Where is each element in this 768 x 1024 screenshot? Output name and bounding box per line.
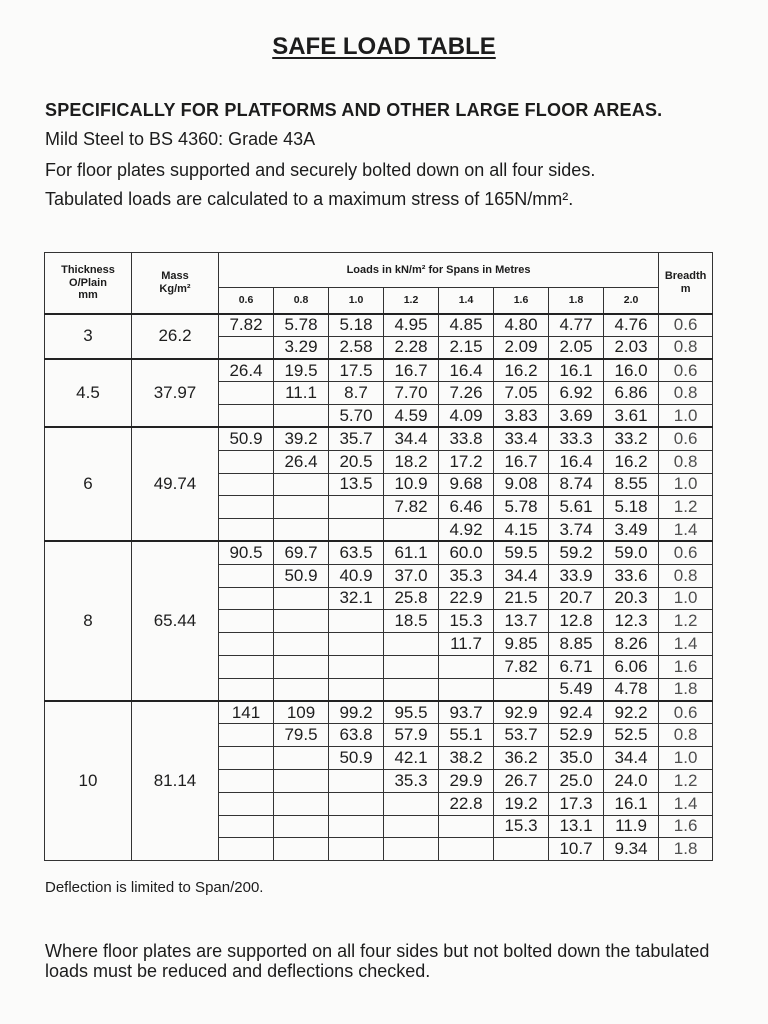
load-cell	[219, 336, 274, 359]
load-cell	[219, 724, 274, 747]
stress-note: Tabulated loads are calculated to a maximum stress of 165N/mm².	[45, 189, 574, 209]
load-cell: 20.3	[604, 587, 659, 610]
load-cell	[219, 747, 274, 770]
load-cell	[384, 519, 439, 542]
page-title: SAFE LOAD TABLE	[272, 33, 496, 60]
load-cell: 19.5	[274, 359, 329, 382]
load-cell: 29.9	[439, 769, 494, 792]
load-cell	[329, 496, 384, 519]
load-cell: 5.78	[494, 496, 549, 519]
load-cell: 36.2	[494, 747, 549, 770]
loads-header: Loads in kN/m² for Spans in Metres	[219, 253, 659, 288]
load-cell: 18.5	[384, 610, 439, 633]
material-spec: Mild Steel to BS 4360: Grade 43A	[45, 129, 316, 149]
table-header	[45, 253, 713, 314]
load-cell	[274, 633, 329, 656]
thickness-header-line: O/Plain	[69, 276, 107, 289]
load-cell: 34.4	[384, 427, 439, 450]
thickness-cell: 4.5	[45, 359, 132, 427]
load-cell: 37.0	[384, 564, 439, 587]
load-cell: 5.18	[604, 496, 659, 519]
load-cell: 33.3	[549, 427, 604, 450]
load-cell	[274, 655, 329, 678]
load-cell: 13.1	[549, 815, 604, 838]
load-cell: 26.4	[274, 450, 329, 473]
load-cell: 5.78	[274, 314, 329, 337]
load-cell: 4.15	[494, 519, 549, 542]
load-cell: 22.8	[439, 792, 494, 815]
breadth-cell: 0.6	[659, 427, 713, 450]
load-cell	[274, 747, 329, 770]
load-cell: 7.82	[219, 314, 274, 337]
load-cell	[329, 792, 384, 815]
load-cell: 11.1	[274, 382, 329, 405]
load-cell	[329, 633, 384, 656]
load-cell: 7.82	[494, 655, 549, 678]
load-cell	[274, 473, 329, 496]
load-cell: 8.7	[329, 382, 384, 405]
span-header: 1.4	[439, 288, 494, 314]
load-cell	[439, 678, 494, 701]
load-cell	[274, 769, 329, 792]
load-cell: 69.7	[274, 541, 329, 564]
load-cell	[219, 838, 274, 861]
span-header: 1.6	[494, 288, 549, 314]
load-cell: 2.05	[549, 336, 604, 359]
table-body	[45, 314, 713, 861]
load-cell: 22.9	[439, 587, 494, 610]
span-header: 0.6	[219, 288, 274, 314]
load-cell: 59.5	[494, 541, 549, 564]
load-cell	[219, 815, 274, 838]
load-cell: 4.92	[439, 519, 494, 542]
load-cell: 16.1	[549, 359, 604, 382]
load-cell: 24.0	[604, 769, 659, 792]
load-cell: 40.9	[329, 564, 384, 587]
load-cell: 19.2	[494, 792, 549, 815]
load-cell: 17.5	[329, 359, 384, 382]
load-cell: 2.58	[329, 336, 384, 359]
load-cell	[274, 838, 329, 861]
span-header: 1.0	[329, 288, 384, 314]
load-cell: 12.3	[604, 610, 659, 633]
load-cell	[219, 519, 274, 542]
load-cell: 16.2	[604, 450, 659, 473]
load-cell: 3.83	[494, 405, 549, 428]
mass-header-line: Kg/m²	[159, 282, 191, 295]
load-cell: 4.80	[494, 314, 549, 337]
table-row	[45, 427, 713, 450]
load-cell: 13.5	[329, 473, 384, 496]
load-cell	[274, 587, 329, 610]
load-cell: 4.95	[384, 314, 439, 337]
header-row	[45, 253, 713, 288]
load-cell: 50.9	[329, 747, 384, 770]
load-cell	[439, 655, 494, 678]
warning-note-line: loads must be reduced and deflections checked.	[45, 961, 431, 981]
load-cell	[274, 519, 329, 542]
load-cell	[384, 815, 439, 838]
thickness-cell: 6	[45, 427, 132, 541]
load-cell: 25.8	[384, 587, 439, 610]
load-cell: 16.4	[549, 450, 604, 473]
load-cell: 35.3	[439, 564, 494, 587]
table-row	[45, 359, 713, 382]
load-cell: 4.09	[439, 405, 494, 428]
load-cell: 2.28	[384, 336, 439, 359]
breadth-cell: 1.0	[659, 587, 713, 610]
breadth-cell: 1.0	[659, 747, 713, 770]
load-cell: 9.68	[439, 473, 494, 496]
table-row	[45, 314, 713, 337]
load-cell: 20.5	[329, 450, 384, 473]
load-cell: 7.70	[384, 382, 439, 405]
load-cell: 4.77	[549, 314, 604, 337]
breadth-header-line: Breadth	[664, 270, 707, 283]
load-cell: 4.85	[439, 314, 494, 337]
load-cell: 11.7	[439, 633, 494, 656]
breadth-cell: 0.8	[659, 724, 713, 747]
load-cell: 16.2	[494, 359, 549, 382]
breadth-cell: 1.2	[659, 610, 713, 633]
load-cell: 6.71	[549, 655, 604, 678]
breadth-header-line: m	[680, 282, 691, 295]
load-cell: 3.74	[549, 519, 604, 542]
mass-cell: 65.44	[132, 541, 219, 701]
warning-note	[45, 941, 709, 981]
load-cell: 16.1	[604, 792, 659, 815]
load-cell: 15.3	[494, 815, 549, 838]
load-cell: 59.2	[549, 541, 604, 564]
load-cell: 6.92	[549, 382, 604, 405]
load-cell	[219, 587, 274, 610]
load-cell	[274, 792, 329, 815]
load-cell	[329, 678, 384, 701]
load-cell	[329, 655, 384, 678]
load-cell	[494, 678, 549, 701]
load-cell	[219, 382, 274, 405]
support-condition: For floor plates supported and securely bolted down on all four sides.	[45, 160, 596, 180]
load-cell: 3.69	[549, 405, 604, 428]
load-cell: 92.9	[494, 701, 549, 724]
load-cell	[329, 815, 384, 838]
load-cell: 8.26	[604, 633, 659, 656]
load-cell: 50.9	[274, 564, 329, 587]
load-cell: 92.4	[549, 701, 604, 724]
breadth-cell: 1.6	[659, 815, 713, 838]
breadth-cell: 0.6	[659, 359, 713, 382]
load-cell	[219, 633, 274, 656]
span-header: 1.8	[549, 288, 604, 314]
load-cell	[219, 769, 274, 792]
breadth-cell: 0.6	[659, 314, 713, 337]
breadth-cell: 0.6	[659, 701, 713, 724]
load-cell: 33.6	[604, 564, 659, 587]
load-cell	[219, 564, 274, 587]
load-cell: 63.5	[329, 541, 384, 564]
mass-header-line: Mass	[161, 270, 189, 283]
load-cell: 35.7	[329, 427, 384, 450]
load-cell: 90.5	[219, 541, 274, 564]
load-cell: 12.8	[549, 610, 604, 633]
load-cell	[439, 815, 494, 838]
load-cell: 59.0	[604, 541, 659, 564]
load-cell: 8.74	[549, 473, 604, 496]
load-cell: 9.08	[494, 473, 549, 496]
breadth-cell: 1.6	[659, 655, 713, 678]
breadth-cell: 1.8	[659, 838, 713, 861]
load-cell	[219, 405, 274, 428]
breadth-cell: 1.0	[659, 473, 713, 496]
load-cell	[494, 838, 549, 861]
load-cell	[274, 496, 329, 519]
breadth-cell: 1.0	[659, 405, 713, 428]
mass-header	[132, 253, 219, 314]
load-cell	[384, 678, 439, 701]
load-cell	[219, 655, 274, 678]
load-cell	[274, 678, 329, 701]
load-cell	[384, 792, 439, 815]
thickness-cell: 10	[45, 701, 132, 861]
load-cell: 2.15	[439, 336, 494, 359]
load-cell	[219, 792, 274, 815]
load-cell: 16.7	[384, 359, 439, 382]
load-cell: 18.2	[384, 450, 439, 473]
load-cell: 4.78	[604, 678, 659, 701]
load-cell: 3.29	[274, 336, 329, 359]
breadth-cell: 1.8	[659, 678, 713, 701]
load-cell	[329, 769, 384, 792]
load-cell: 20.7	[549, 587, 604, 610]
load-cell: 34.4	[494, 564, 549, 587]
load-cell	[384, 655, 439, 678]
load-cell: 6.46	[439, 496, 494, 519]
breadth-cell: 0.8	[659, 336, 713, 359]
breadth-header	[659, 253, 713, 314]
load-cell: 5.49	[549, 678, 604, 701]
load-cell: 2.09	[494, 336, 549, 359]
table-row	[45, 541, 713, 564]
breadth-cell: 1.2	[659, 769, 713, 792]
breadth-cell: 1.4	[659, 792, 713, 815]
breadth-cell: 1.4	[659, 633, 713, 656]
load-cell	[329, 838, 384, 861]
load-cell: 79.5	[274, 724, 329, 747]
load-cell: 42.1	[384, 747, 439, 770]
load-cell: 7.82	[384, 496, 439, 519]
load-cell: 9.34	[604, 838, 659, 861]
load-cell: 38.2	[439, 747, 494, 770]
load-cell: 3.49	[604, 519, 659, 542]
mass-cell: 26.2	[132, 314, 219, 360]
mass-cell: 81.14	[132, 701, 219, 861]
load-cell: 50.9	[219, 427, 274, 450]
load-cell: 10.9	[384, 473, 439, 496]
thickness-header-line: Thickness	[61, 264, 115, 276]
load-cell	[329, 610, 384, 633]
load-cell: 17.2	[439, 450, 494, 473]
thickness-cell: 3	[45, 314, 132, 360]
breadth-cell: 0.8	[659, 450, 713, 473]
load-cell: 63.8	[329, 724, 384, 747]
load-cell: 16.0	[604, 359, 659, 382]
load-cell: 26.4	[219, 359, 274, 382]
load-cell: 52.9	[549, 724, 604, 747]
breadth-cell: 0.8	[659, 564, 713, 587]
span-header: 2.0	[604, 288, 659, 314]
load-cell: 95.5	[384, 701, 439, 724]
load-cell: 109	[274, 701, 329, 724]
load-cell	[219, 450, 274, 473]
load-cell	[384, 838, 439, 861]
warning-note-line: Where floor plates are supported on all four sides but not bolted down the tabulated	[45, 941, 710, 961]
load-cell: 99.2	[329, 701, 384, 724]
load-cell: 32.1	[329, 587, 384, 610]
load-cell: 8.85	[549, 633, 604, 656]
load-cell	[274, 405, 329, 428]
load-cell: 16.4	[439, 359, 494, 382]
load-cell: 13.7	[494, 610, 549, 633]
load-cell	[274, 815, 329, 838]
load-cell: 55.1	[439, 724, 494, 747]
load-cell: 39.2	[274, 427, 329, 450]
load-cell: 26.7	[494, 769, 549, 792]
load-cell: 2.03	[604, 336, 659, 359]
span-header: 1.2	[384, 288, 439, 314]
load-cell: 57.9	[384, 724, 439, 747]
load-cell: 60.0	[439, 541, 494, 564]
deflection-note: Deflection is limited to Span/200.	[45, 879, 264, 896]
load-cell: 33.8	[439, 427, 494, 450]
load-cell: 8.55	[604, 473, 659, 496]
load-cell	[384, 633, 439, 656]
thickness-cell: 8	[45, 541, 132, 701]
load-cell: 141	[219, 701, 274, 724]
load-cell: 4.76	[604, 314, 659, 337]
thickness-header	[45, 253, 132, 314]
load-cell: 7.26	[439, 382, 494, 405]
load-cell: 33.9	[549, 564, 604, 587]
load-cell: 7.05	[494, 382, 549, 405]
load-cell: 11.9	[604, 815, 659, 838]
breadth-cell: 1.4	[659, 519, 713, 542]
load-cell: 21.5	[494, 587, 549, 610]
load-cell	[274, 610, 329, 633]
section-heading: SPECIFICALLY FOR PLATFORMS AND OTHER LARGE FLOOR AREAS.	[45, 100, 663, 120]
mass-cell: 49.74	[132, 427, 219, 541]
thickness-header-line: mm	[78, 289, 98, 301]
load-cell: 16.7	[494, 450, 549, 473]
load-cell	[219, 678, 274, 701]
load-cell	[329, 519, 384, 542]
load-cell	[439, 838, 494, 861]
mass-cell: 37.97	[132, 359, 219, 427]
load-cell: 5.61	[549, 496, 604, 519]
load-cell: 33.2	[604, 427, 659, 450]
load-cell: 33.4	[494, 427, 549, 450]
load-cell: 61.1	[384, 541, 439, 564]
load-cell: 52.5	[604, 724, 659, 747]
load-cell: 53.7	[494, 724, 549, 747]
safe-load-table	[44, 252, 713, 861]
load-cell: 3.61	[604, 405, 659, 428]
load-cell: 5.18	[329, 314, 384, 337]
load-cell: 4.59	[384, 405, 439, 428]
load-cell	[219, 473, 274, 496]
load-cell: 5.70	[329, 405, 384, 428]
load-cell: 25.0	[549, 769, 604, 792]
breadth-cell: 0.6	[659, 541, 713, 564]
load-cell	[219, 610, 274, 633]
table-row	[45, 701, 713, 724]
load-cell: 17.3	[549, 792, 604, 815]
load-cell: 15.3	[439, 610, 494, 633]
load-cell: 10.7	[549, 838, 604, 861]
breadth-cell: 1.2	[659, 496, 713, 519]
load-cell: 34.4	[604, 747, 659, 770]
load-cell: 9.85	[494, 633, 549, 656]
load-cell: 93.7	[439, 701, 494, 724]
load-cell: 6.86	[604, 382, 659, 405]
load-cell: 92.2	[604, 701, 659, 724]
breadth-cell: 0.8	[659, 382, 713, 405]
span-header: 0.8	[274, 288, 329, 314]
load-cell	[219, 496, 274, 519]
load-cell: 35.0	[549, 747, 604, 770]
load-cell: 6.06	[604, 655, 659, 678]
load-cell: 35.3	[384, 769, 439, 792]
